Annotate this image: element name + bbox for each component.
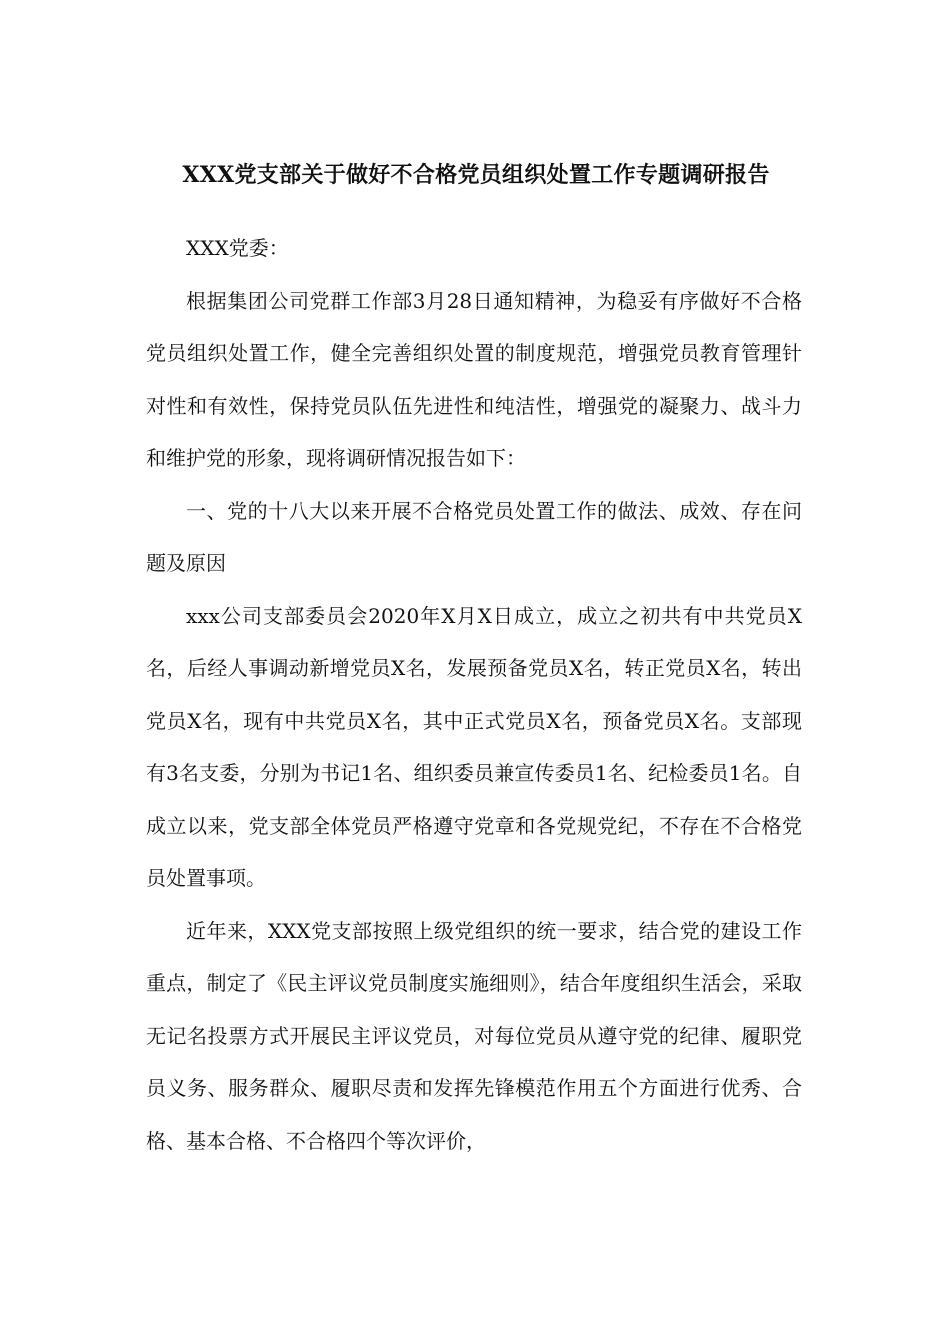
paragraph-recent-practice: 近年来，XXX党支部按照上级党组织的统一要求，结合党的建设工作重点，制定了《民主评议党员制度实施细则》，结合年度组织生活会，采取无记名投票方式开展民主评议党员，对每位党员从遵守党的纪律、履职党员义务、服务群众、履职尽责和发挥先锋模范作用五个方面进行优秀、合格、基本合格、不合格四个等次评价， bbox=[146, 918, 802, 1153]
document-title: XXX党支部关于做好不合格党员组织处置工作专题调研报告 bbox=[182, 162, 770, 188]
salutation: XXX党委： bbox=[186, 236, 289, 260]
paragraph-branch-overview: xxx公司支部委员会2020年X月X日成立，成立之初共有中共党员X名，后经人事调动新增党员X名，发展预备党员X名，转正党员X名，转出党员X名，现有中共党员X名，其中正式党员X名，预备党员X名。支部现有3名支委，分别为书记1名、组织委员兼宣传委员1名、纪检委员1名。自成立以来，党支部全体党员严格遵守党章和各党规党纪，不存在不合格党员处置事项。 bbox=[146, 603, 802, 890]
paragraph-intro: 根据集团公司党群工作部3月28日通知精神，为稳妥有序做好不合格党员组织处置工作，健全完善组织处置的制度规范，增强党员教育管理针对性和有效性，保持党员队伍先进性和纯洁性，增强党的凝聚力、战斗力和维护党的形象，现将调研情况报告如下： bbox=[146, 288, 802, 470]
section-heading-1: 一、党的十八大以来开展不合格党员处置工作的做法、成效、存在问题及原因 bbox=[146, 498, 802, 575]
document-body bbox=[146, 222, 802, 1167]
